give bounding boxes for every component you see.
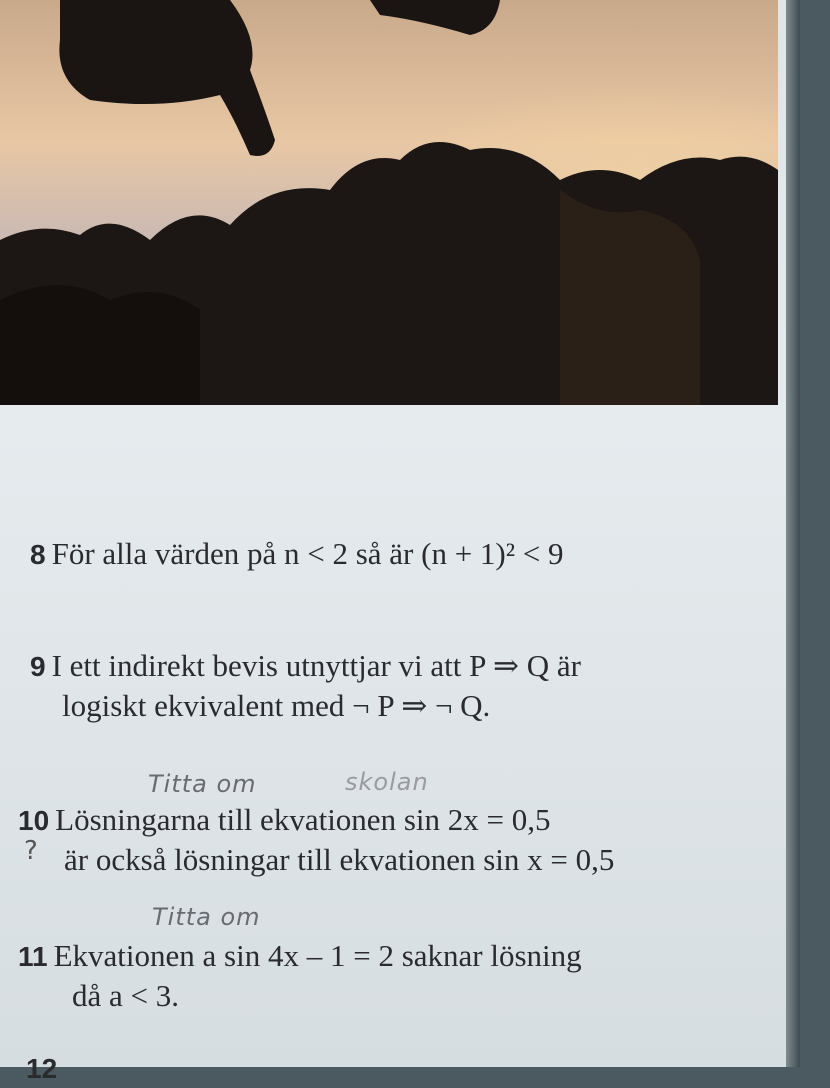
problem-number: 8 (30, 539, 46, 570)
sunset-photo (0, 0, 778, 405)
problem-12-partial (26, 1048, 826, 1088)
problem-text-line-1: I ett indirekt bevis utnyttjar vi att P ⇒ Q är (51, 648, 581, 683)
problem-number: 12 (26, 1053, 58, 1084)
problem-number: 9 (30, 651, 46, 682)
handwritten-note-faded: skolan (345, 768, 429, 796)
handwritten-question-mark: ? (24, 836, 38, 866)
problem-11 (18, 936, 818, 1017)
problem-number: 10 (18, 805, 50, 836)
problem-8 (30, 534, 830, 574)
handwritten-note: Titta om (152, 903, 261, 931)
problem-text-line-1: Lösningarna till ekvationen sin 2x = 0,5 (55, 802, 551, 837)
problem-text-line-2: är också lösningar till ekvationen sin x = 0,5 (64, 842, 615, 878)
problem-9 (30, 646, 830, 727)
problem-text: För alla värden på n < 2 så är (n + 1)² < 9 (51, 536, 564, 571)
problem-text-line-2: logiskt ekvivalent med ¬ P ⇒ ¬ Q. (62, 688, 491, 724)
problem-10 (18, 800, 818, 881)
page-edge (786, 0, 800, 1067)
handwritten-note: Titta om (148, 770, 257, 798)
problem-text-line-2: då a < 3. (72, 978, 180, 1014)
problem-text-line-1: Ekvationen a sin 4x – 1 = 2 saknar lösning (53, 938, 582, 973)
problem-number: 11 (18, 941, 48, 972)
